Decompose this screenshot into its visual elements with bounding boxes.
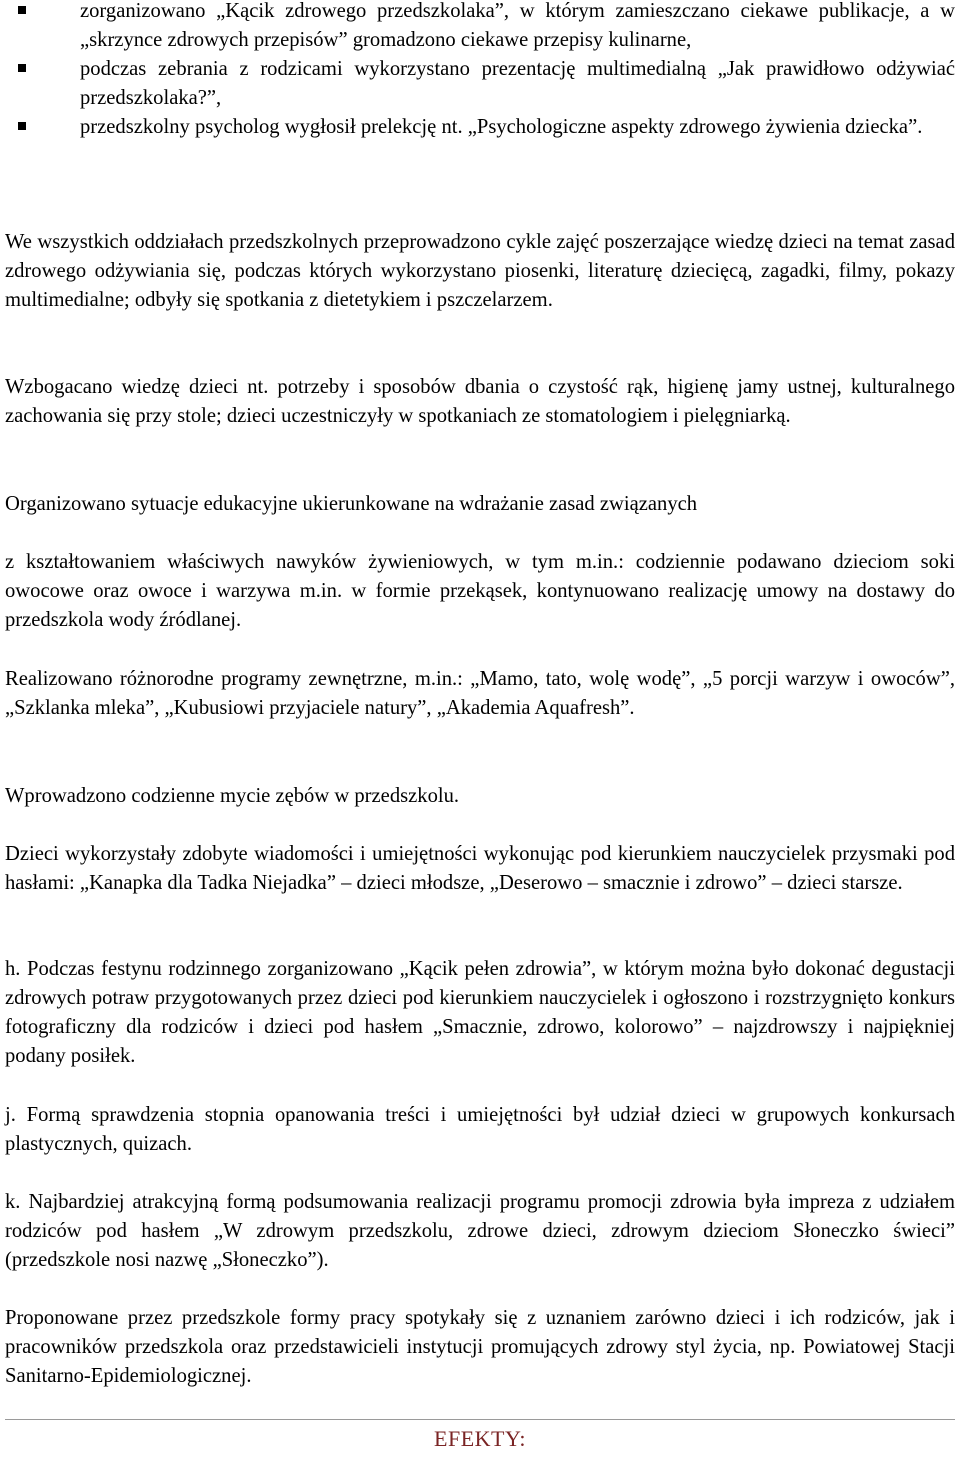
bullet-item	[0, 113, 955, 142]
bullet-text: przedszkolny psycholog wygłosił prelekcję nt. „Psychologiczne aspekty zdrowego żywienia dziecka”.	[80, 116, 923, 138]
paragraph-external-programs: Realizowano różnorodne programy zewnętrzne, m.in.: „Mamo, tato, wolę wodę”, „5 porcji warzyw i owoców”, „Szklanka mleka”, „Kubusiowi przyjaciele natury”, „Akademia Aquafresh”.	[5, 668, 955, 719]
paragraph-hygiene: Wzbogacano wiedzę dzieci nt. potrzeby i sposobów dbania o czystość rąk, higienę jamy ustnej, kulturalnego zachowania się przy stole; dzieci uczestniczyły w spotkaniach ze stomatologiem i pielęgniarką.	[5, 376, 955, 427]
paragraph-recognition: Proponowane przez przedszkole formy pracy spotykały się z uznaniem zarówno dzieci i ich rodziców, jak i pracowników przedszkola oraz przedstawicieli instytucji promujących zdrowy styl życia, np. Powiatowej Stacji Sanitarno-Epidemiologicznej.	[5, 1307, 955, 1387]
paragraph-educational-situations: Organizowano sytuacje edukacyjne ukierunkowane na wdrażanie zasad związanych	[5, 493, 698, 515]
square-bullet-icon	[18, 122, 26, 130]
paragraph-contests: j. Formą sprawdzenia stopnia opanowania treści i umiejętności był udział dzieci w grupowych konkursach plastycznych, quizach.	[5, 1104, 955, 1155]
paragraph-summary-event: k. Najbardziej atrakcyjną formą podsumowania realizacji programu promocji zdrowia była impreza z udziałem rodziców pod hasłem „W zdrowym przedszkolu, zdrowe dzieci, zdrowym dzieciom Słoneczko świeci” (przedszkole nosi nazwę „Słoneczko”).	[5, 1191, 955, 1271]
bullet-text: podczas zebrania z rodzicami wykorzystano prezentację multimedialną „Jak prawidłowo odżywiać przedszkolaka?”,	[80, 58, 955, 109]
section-divider	[5, 1419, 955, 1420]
paragraph-classes: We wszystkich oddziałach przedszkolnych przeprowadzono cykle zajęć poszerzające wiedzę dzieci na temat zasad zdrowego odżywiania się, podczas których wykorzystano piosenki, literaturę dziecięcą, zagadki, filmy, pokazy multimedialne; odbyły się spotkania z dietetykiem i pszczelarzem.	[5, 231, 955, 311]
square-bullet-icon	[18, 6, 26, 14]
paragraph-tooth-brushing: Wprowadzono codzienne mycie zębów w przedszkolu.	[5, 785, 460, 807]
bullet-text: zorganizowano „Kącik zdrowego przedszkolaka”, w którym zamieszczano ciekawe publikacje, a w „skrzynce zdrowych przepisów” gromadzono ciekawe przepisy kulinarne,	[80, 0, 955, 51]
bullet-list	[0, 0, 955, 142]
bullet-item	[0, 0, 955, 55]
paragraph-snacks: Dzieci wykorzystały zdobyte wiadomości i umiejętności wykonując pod kierunkiem nauczycielek przysmaki pod hasłami: „Kanapka dla Tadka Niejadka” – dzieci młodsze, „Deserowo – smacznie i zdrowo” – dzieci starsze.	[5, 843, 955, 894]
bullet-item	[0, 55, 955, 113]
paragraph-festival: h. Podczas festynu rodzinnego zorganizowano „Kącik pełen zdrowia”, w którym można było dokonać degustacji zdrowych potraw przygotowanych przez dzieci pod kierunkiem nauczycielek i ogłoszono i rozstrzygnięto konkurs fotograficzny dla rodziców i dzieci pod hasłem „Smacznie, zdrowo, kolorowo” – najzdrowszy i najpiękniej podany posiłek.	[5, 958, 955, 1067]
square-bullet-icon	[18, 64, 26, 72]
paragraph-eating-habits: z kształtowaniem właściwych nawyków żywieniowych, w tym m.in.: codziennie podawano dzieciom soki owocowe oraz owoce i warzywa m.in. w formie przekąsek, kontynuowano realizację umowy na dostawy do przedszkola wody źródlanej.	[5, 551, 955, 631]
section-heading-effects: EFEKTY:	[434, 1426, 526, 1451]
